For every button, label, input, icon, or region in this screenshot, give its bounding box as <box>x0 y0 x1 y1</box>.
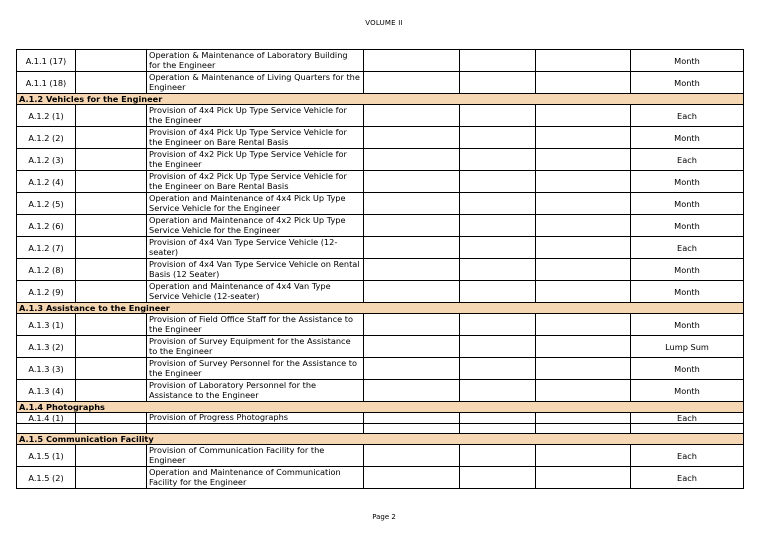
empty-cell <box>76 72 147 94</box>
blank-row <box>17 424 744 434</box>
amount-cell <box>536 193 631 215</box>
table-row <box>17 149 744 171</box>
amount-cell <box>536 358 631 380</box>
item-description-cell: Operation & Maintenance of Laboratory Building for the Engineer <box>147 50 364 72</box>
empty-cell <box>631 424 744 434</box>
item-code-cell: A.1.2 (4) <box>17 171 76 193</box>
item-description-cell: Operation and Maintenance of 4x2 Pick Up Type Service Vehicle for the Engineer <box>147 215 364 237</box>
rate-cell <box>460 50 536 72</box>
item-description-cell: Operation and Maintenance of 4x4 Pick Up Type Service Vehicle for the Engineer <box>147 193 364 215</box>
empty-cell <box>76 314 147 336</box>
item-description-cell: Provision of Communication Facility for the Engineer <box>147 445 364 467</box>
table-row <box>17 215 744 237</box>
amount-cell <box>536 467 631 489</box>
item-code-cell: A.1.2 (8) <box>17 259 76 281</box>
rate-cell <box>460 314 536 336</box>
page-header: VOLUME II <box>365 19 403 27</box>
amount-cell <box>536 281 631 303</box>
section-title: A.1.5 Communication Facility <box>17 434 744 445</box>
section-title: A.1.4 Photographs <box>17 402 744 413</box>
unit-cell: Month <box>631 193 744 215</box>
amount-cell <box>536 336 631 358</box>
section-header-row <box>17 303 744 314</box>
rate-cell <box>460 281 536 303</box>
empty-cell <box>147 424 364 434</box>
item-code-cell: A.1.3 (3) <box>17 358 76 380</box>
quantity-cell <box>364 149 460 171</box>
empty-cell <box>76 413 147 424</box>
empty-cell <box>76 105 147 127</box>
table-row <box>17 358 744 380</box>
rate-cell <box>460 259 536 281</box>
unit-cell: Month <box>631 259 744 281</box>
rate-cell <box>460 467 536 489</box>
table-row <box>17 445 744 467</box>
rate-cell <box>460 237 536 259</box>
item-description-cell: Operation and Maintenance of Communication Facility for the Engineer <box>147 467 364 489</box>
unit-cell: Month <box>631 171 744 193</box>
table-row <box>17 50 744 72</box>
table-row <box>17 237 744 259</box>
table-row <box>17 171 744 193</box>
rate-cell <box>460 171 536 193</box>
amount-cell <box>536 149 631 171</box>
table-row <box>17 193 744 215</box>
rate-cell <box>460 72 536 94</box>
table-row <box>17 380 744 402</box>
quantity-cell <box>364 105 460 127</box>
unit-cell: Month <box>631 281 744 303</box>
item-description-cell: Provision of 4x2 Pick Up Type Service Vehicle for the Engineer <box>147 149 364 171</box>
table-row <box>17 127 744 149</box>
rate-cell <box>460 358 536 380</box>
amount-cell <box>536 413 631 424</box>
item-code-cell: A.1.2 (3) <box>17 149 76 171</box>
item-code-cell: A.1.2 (5) <box>17 193 76 215</box>
item-code-cell: A.1.3 (2) <box>17 336 76 358</box>
amount-cell <box>536 380 631 402</box>
item-description-cell: Provision of Laboratory Personnel for the Assistance to the Engineer <box>147 380 364 402</box>
table-row <box>17 413 744 424</box>
item-code-cell: A.1.2 (9) <box>17 281 76 303</box>
empty-cell <box>364 424 460 434</box>
quantity-cell <box>364 72 460 94</box>
empty-cell <box>76 193 147 215</box>
item-code-cell: A.1.2 (1) <box>17 105 76 127</box>
unit-cell: Month <box>631 72 744 94</box>
quantity-cell <box>364 380 460 402</box>
item-description-cell: Provision of 4x4 Pick Up Type Service Vehicle for the Engineer <box>147 105 364 127</box>
amount-cell <box>536 105 631 127</box>
quantity-cell <box>364 445 460 467</box>
rate-cell <box>460 336 536 358</box>
amount-cell <box>536 445 631 467</box>
section-title: A.1.2 Vehicles for the Engineer <box>17 94 744 105</box>
empty-cell <box>76 259 147 281</box>
empty-cell <box>76 424 147 434</box>
table-row <box>17 72 744 94</box>
empty-cell <box>17 424 76 434</box>
item-code-cell: A.1.2 (7) <box>17 237 76 259</box>
unit-cell: Month <box>631 215 744 237</box>
empty-cell <box>76 171 147 193</box>
table-row <box>17 281 744 303</box>
unit-cell: Each <box>631 445 744 467</box>
empty-cell <box>76 358 147 380</box>
amount-cell <box>536 171 631 193</box>
item-code-cell: A.1.2 (2) <box>17 127 76 149</box>
empty-cell <box>76 336 147 358</box>
empty-cell <box>76 127 147 149</box>
item-code-cell: A.1.3 (4) <box>17 380 76 402</box>
unit-cell: Month <box>631 380 744 402</box>
rate-cell <box>460 105 536 127</box>
quantity-cell <box>364 413 460 424</box>
item-description-cell: Operation & Maintenance of Living Quarters for the Engineer <box>147 72 364 94</box>
quantity-cell <box>364 127 460 149</box>
item-description-cell: Provision of 4x4 Van Type Service Vehicle on Rental Basis (12 Seater) <box>147 259 364 281</box>
rate-cell <box>460 149 536 171</box>
rate-cell <box>460 127 536 149</box>
table-row <box>17 259 744 281</box>
quantity-cell <box>364 215 460 237</box>
unit-cell: Each <box>631 467 744 489</box>
empty-cell <box>76 50 147 72</box>
quantity-cell <box>364 467 460 489</box>
item-code-cell: A.1.2 (6) <box>17 215 76 237</box>
unit-cell: Each <box>631 105 744 127</box>
quantity-cell <box>364 358 460 380</box>
empty-cell <box>536 424 631 434</box>
page-footer: Page 2 <box>372 513 396 521</box>
item-description-cell: Provision of 4x4 Van Type Service Vehicle (12-seater) <box>147 237 364 259</box>
item-code-cell: A.1.1 (18) <box>17 72 76 94</box>
empty-cell <box>76 149 147 171</box>
item-description-cell: Operation and Maintenance of 4x4 Van Type Service Vehicle (12-seater) <box>147 281 364 303</box>
amount-cell <box>536 127 631 149</box>
empty-cell <box>76 467 147 489</box>
unit-cell: Month <box>631 127 744 149</box>
empty-cell <box>76 215 147 237</box>
empty-cell <box>460 424 536 434</box>
bill-of-quantities-table <box>16 49 744 489</box>
unit-cell: Month <box>631 314 744 336</box>
quantity-cell <box>364 171 460 193</box>
empty-cell <box>76 445 147 467</box>
quantity-cell <box>364 259 460 281</box>
quantity-cell <box>364 237 460 259</box>
section-header-row <box>17 434 744 445</box>
item-description-cell: Provision of 4x2 Pick Up Type Service Vehicle for the Engineer on Bare Rental Basis <box>147 171 364 193</box>
item-code-cell: A.1.5 (2) <box>17 467 76 489</box>
amount-cell <box>536 215 631 237</box>
table-row <box>17 336 744 358</box>
section-header-row <box>17 402 744 413</box>
item-description-cell: Provision of Field Office Staff for the Assistance to the Engineer <box>147 314 364 336</box>
table-row <box>17 467 744 489</box>
amount-cell <box>536 72 631 94</box>
unit-cell: Month <box>631 358 744 380</box>
item-description-cell: Provision of Survey Personnel for the Assistance to the Engineer <box>147 358 364 380</box>
amount-cell <box>536 259 631 281</box>
section-header-row <box>17 94 744 105</box>
item-code-cell: A.1.1 (17) <box>17 50 76 72</box>
quantity-cell <box>364 281 460 303</box>
rate-cell <box>460 193 536 215</box>
item-code-cell: A.1.4 (1) <box>17 413 76 424</box>
item-description-cell: Provision of Survey Equipment for the Assistance to the Engineer <box>147 336 364 358</box>
empty-cell <box>76 281 147 303</box>
quantity-cell <box>364 336 460 358</box>
quantity-cell <box>364 193 460 215</box>
rate-cell <box>460 215 536 237</box>
amount-cell <box>536 314 631 336</box>
unit-cell: Month <box>631 50 744 72</box>
rate-cell <box>460 413 536 424</box>
section-title: A.1.3 Assistance to the Engineer <box>17 303 744 314</box>
amount-cell <box>536 50 631 72</box>
item-code-cell: A.1.3 (1) <box>17 314 76 336</box>
unit-cell: Lump Sum <box>631 336 744 358</box>
rate-cell <box>460 380 536 402</box>
quantity-cell <box>364 50 460 72</box>
item-description-cell: Provision of Progress Photographs <box>147 413 364 424</box>
unit-cell: Each <box>631 237 744 259</box>
table-row <box>17 314 744 336</box>
table-row <box>17 105 744 127</box>
item-code-cell: A.1.5 (1) <box>17 445 76 467</box>
unit-cell: Each <box>631 413 744 424</box>
amount-cell <box>536 237 631 259</box>
item-description-cell: Provision of 4x4 Pick Up Type Service Vehicle for the Engineer on Bare Rental Basis <box>147 127 364 149</box>
unit-cell: Each <box>631 149 744 171</box>
quantity-cell <box>364 314 460 336</box>
empty-cell <box>76 380 147 402</box>
rate-cell <box>460 445 536 467</box>
empty-cell <box>76 237 147 259</box>
